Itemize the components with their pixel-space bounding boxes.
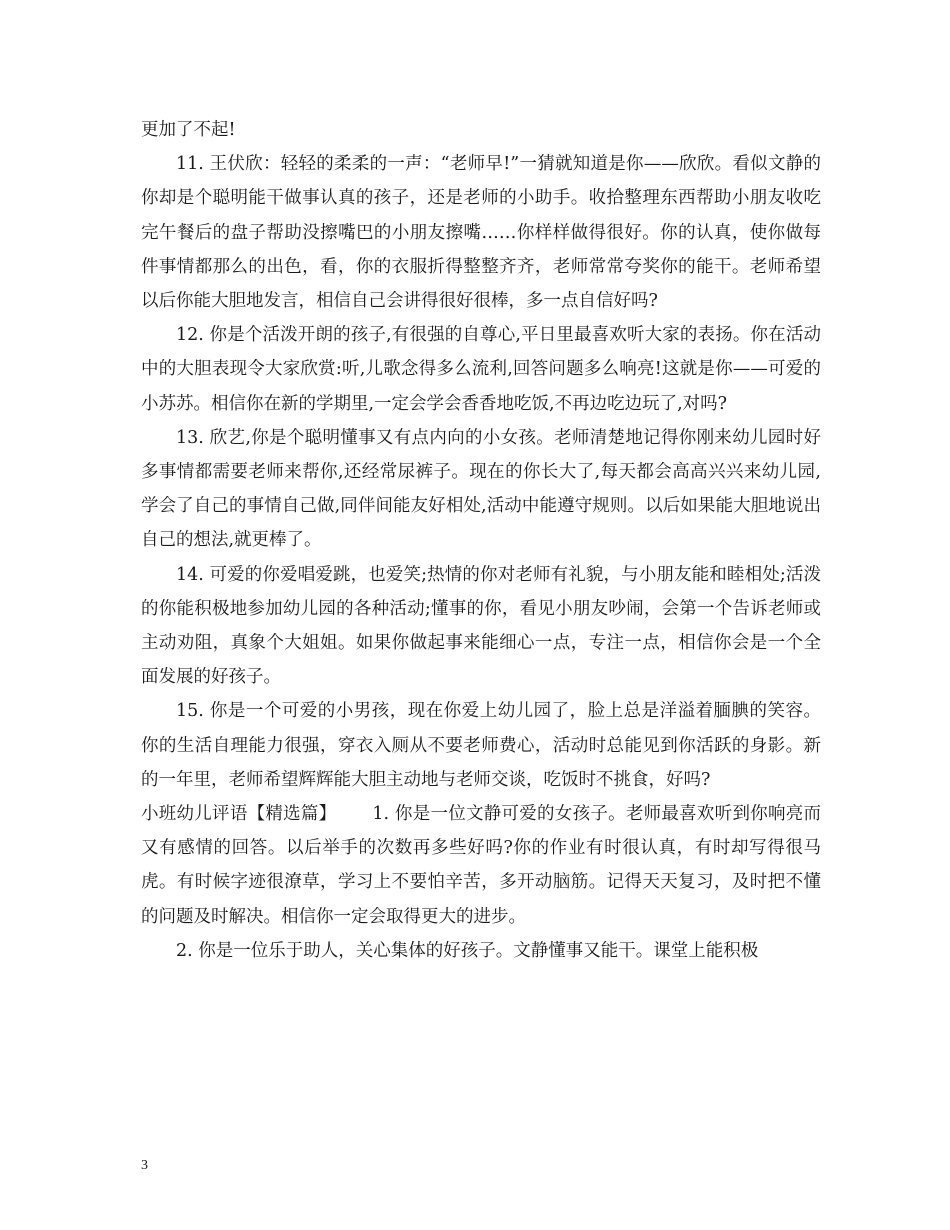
section-paragraph bbox=[141, 797, 821, 934]
section-first-comment: 1. 你是一位文静可爱的女孩子。老师最喜欢听到你响亮而又有感情的回答。以后举手的次数再多些好吗?你的作业有时很认真，有时却写得很马虎。有时候字迹很潦草，学习上不要怕辛苦，多开动脑筋。记得天天复习，及时把不懂的问题及时解决。相信你一定会取得更大的进步。 bbox=[141, 804, 821, 927]
page-number: 3 bbox=[141, 1158, 148, 1173]
paragraph-comment-15: 15. 你是一个可爱的小男孩，现在你爱上幼儿园了，脸上总是洋溢着腼腆的笑容。你的生活自理能力很强，穿衣入厕从不要老师费心，活动时总能见到你活跃的身影。新的一年里，老师希望辉辉能大胆主动地与老师交谈，吃饭时不挑食，好吗? bbox=[141, 701, 821, 790]
paragraph-comment-13: 13. 欣艺,你是个聪明懂事又有点内向的小女孩。老师清楚地记得你刚来幼儿园时好多事情都需要老师来帮你,还经常尿裤子。现在的你长大了,每天都会高高兴兴来幼儿园,学会了自己的事情自己做,同伴间能友好相处,活动中能遵守规则。以后如果能大胆地说出自己的想法,就更棒了。 bbox=[141, 427, 821, 551]
paragraph-continuation: 更加了不起! bbox=[141, 120, 236, 140]
document-body bbox=[141, 113, 821, 968]
paragraph-comment-14: 14. 可爱的你爱唱爱跳，也爱笑;热情的你对老师有礼貌，与小朋友能和睦相处;活泼的你能积极地参加幼儿园的各种活动;懂事的你，看见小朋友吵闹，会第一个告诉老师或主动劝阻，真象个大姐姐。如果你做起事来能细心一点，专注一点，相信你会是一个全面发展的好孩子。 bbox=[141, 564, 821, 688]
paragraph-comment-12: 12. 你是个活泼开朗的孩子,有很强的自尊心,平日里最喜欢听大家的表扬。你在活动中的大胆表现令大家欣赏:听,儿歌念得多么流利,回答问题多么响亮!这就是你——可爱的小苏苏。相信你在新的学期里,一定会学会香香地吃饭,不再边吃边玩了,对吗? bbox=[141, 325, 821, 414]
section-heading: 小班幼儿评语【精选篇】 bbox=[141, 804, 337, 825]
paragraph-section-comment-2: 2. 你是一位乐于助人，关心集体的好孩子。文静懂事又能干。课堂上能积极 bbox=[176, 940, 759, 961]
paragraph-comment-11: 11. 王伏欣：轻轻的柔柔的一声：“老师早!”一猜就知道是你——欣欣。看似文静的你却是个聪明能干做事认真的孩子，还是老师的小助手。收拾整理东西帮助小朋友收吃完午餐后的盘子帮助没擦嘴巴的小朋友擦嘴……你样样做得很好。你的认真，使你做每件事情都那么的出色，看，你的衣服折得整整齐齐，老师常常夸奖你的能干。老师希望以后你能大胆地发言，相信自己会讲得很好很棒，多一点自信好吗? bbox=[141, 154, 821, 312]
